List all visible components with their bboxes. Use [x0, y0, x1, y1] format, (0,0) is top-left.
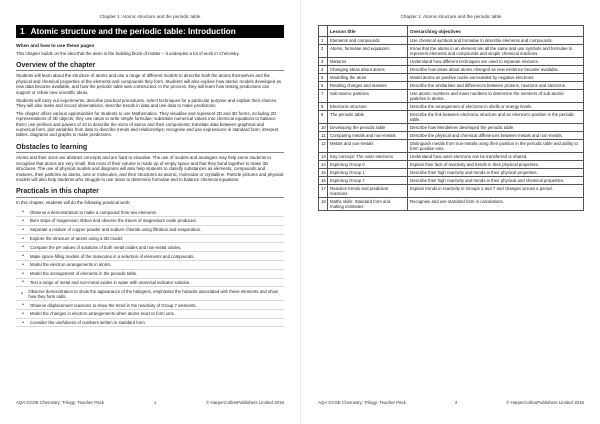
- table-row: [319, 132, 584, 140]
- practical-item: [16, 319, 284, 328]
- lesson-number: 15: [319, 169, 328, 177]
- practical-item: [16, 310, 284, 319]
- lesson-number: 10: [319, 124, 328, 132]
- table-row: [319, 58, 584, 66]
- lesson-title: Reaction trends and prediction reactions: [328, 185, 408, 198]
- table-row: [319, 185, 584, 198]
- when-text: This chapter builds on the idea that the atom is the building block of matter – it underpins a lot of work in Chemistry.: [16, 50, 240, 56]
- right-page: [300, 0, 600, 424]
- lesson-objective: Know that the atoms in an element are all the same and use symbols and formulae to represent elements and compounds and simple chemical reactions.: [408, 45, 584, 58]
- bullet-icon: •: [22, 235, 24, 242]
- table-row: [319, 82, 584, 90]
- practical-text: Explore the structure of atoms using a 3D model.: [30, 236, 124, 242]
- bullet-icon: •: [22, 209, 24, 216]
- lesson-objective: Describe their high reactivity and trends in their physical and chemical properties.: [408, 177, 584, 185]
- lesson-objective: Describe the similarities and differences between protons, neutrons and electrons.: [408, 82, 584, 90]
- obstacles-text: Atoms and their sizes are abstract concepts and are hard to visualise. The use of models and analogies may help some students to recognise that atoms are very small, that most of their volume is made up of empty space and that they bond together to make 3D structures. The use of physical models and diagrams will also help students to classify substances as elements, compounds and mixtures, their particles as atoms, ions or molecules, and their structures as atomic, molecular or crystalline. Particle pictures and physical models will also help students who struggle to use ratios to determine formulae and to balance chemical equations.: [16, 155, 284, 182]
- lesson-objective: Describe the link between electronic structure and an element's position in the periodic table.: [408, 111, 584, 124]
- lesson-title: Metals and non-metals: [328, 140, 408, 153]
- practical-item: [16, 217, 284, 226]
- header-number: [319, 26, 328, 37]
- bullet-icon: •: [22, 302, 24, 309]
- table-row: [319, 177, 584, 185]
- practical-item: [16, 243, 284, 252]
- table-row: [319, 111, 584, 124]
- table-row: [319, 124, 584, 132]
- overview-paragraph: The chapter offers various opportunities for students to use Mathematics. They visualise and represent 2D and 3D forms, including 2D representations of 3D objects; they use ratios to write simple formulae; substitute numerical values into chemical equations to balance them; use prefixes and powers of 10 to describe the sizes of atoms and their components; translate data between graphical and numerical form, plot variables from data to describe trends and relationships; recognise and use expressions in standard form; interpret tables, diagrams and graphs to make predictions.: [16, 110, 279, 138]
- footer-page-number: 2: [454, 400, 458, 405]
- chapter-title: Atomic structure and the periodic table: Introduction: [30, 27, 236, 36]
- header-lesson-title: Lesson title: [328, 26, 408, 37]
- lesson-objective: Use atomic numbers and mass numbers to determine the numbers of sub-atomic particles in atoms.: [408, 90, 584, 103]
- table-row: [319, 37, 584, 45]
- lesson-number: 1: [319, 37, 328, 45]
- lesson-number: 13: [319, 153, 328, 161]
- footer-publication: AQA GCSE Chemistry: Trilogy: Teacher Pack: [16, 400, 105, 405]
- overview-title: Overview of the chapter: [16, 62, 284, 72]
- bullet-icon: •: [22, 226, 24, 233]
- lesson-number: 18: [319, 198, 328, 211]
- footer-publication: AQA GCSE Chemistry: Trilogy: Teacher Pack: [318, 400, 407, 405]
- lesson-objective: Describe how ideas about atoms changed as new evidence became available.: [408, 66, 584, 74]
- practical-text: Compare the pH values of solutions of both metal oxides and non-metal oxides.: [30, 244, 182, 250]
- bullet-icon: •: [22, 270, 24, 277]
- running-head: Chapter 1: Atomic structure and the periodic table: [400, 14, 502, 19]
- table-row: [319, 45, 584, 58]
- lesson-objective: Explain their lack of reactivity and trends in their physical properties.: [408, 161, 584, 169]
- lesson-title: Relating charges and masses: [328, 82, 408, 90]
- table-row: [319, 169, 584, 177]
- bullet-icon: •: [22, 319, 24, 326]
- lesson-objective: Distinguish metals from non-metals using their position in the periodic table and ability to form positive ions.: [408, 140, 584, 153]
- lesson-number: 4: [319, 66, 328, 74]
- lesson-number: 3: [319, 58, 328, 66]
- lesson-objective: Use chemical symbols and formulae to describe elements and compounds.: [408, 37, 584, 45]
- table-row: [319, 90, 584, 103]
- practical-item: [16, 208, 284, 217]
- header-objectives: Overarching objectives: [408, 26, 584, 37]
- footer-copyright: © HarperCollinsPublishers Limited 2016: [206, 400, 284, 405]
- lesson-objective: Describe the physical and chemical differences between metals and non-metals.: [408, 132, 584, 140]
- practical-text: Observe a demonstration to make a compound from two elements.: [30, 209, 158, 215]
- bullet-icon: •: [22, 261, 24, 268]
- practical-text: Observe displacement reactions to show the trend in the reactivity of Group 7 elements.: [30, 302, 197, 308]
- table-row: [319, 74, 584, 82]
- lesson-objective: Describe how Mendeleev developed the periodic table.: [408, 124, 584, 132]
- lesson-objective: Understand how different techniques are used to separate mixtures.: [408, 58, 584, 66]
- footer-copyright: © HarperCollinsPublishers Limited 2016: [506, 400, 584, 405]
- lesson-number: 12: [319, 140, 328, 153]
- bullet-icon: •: [22, 217, 24, 224]
- practical-text: Make space-filling models of the molecules in a selection of elements and compounds.: [30, 253, 195, 259]
- table-row: [319, 103, 584, 111]
- table-row: [319, 140, 584, 153]
- lesson-title: Exploring Group 0: [328, 161, 408, 169]
- table-row: [319, 198, 584, 211]
- when-heading: When and how to use these pages: [16, 44, 95, 49]
- overview-paragraph: Students will carry out experiments, describe practical procedures, select techniques for a particular purpose and explain their choices. They will also make and record observations, describe trends in data and use data to make predictions.: [16, 97, 278, 108]
- bullet-icon: •: [22, 279, 24, 286]
- obstacles-title: Obstacles to learning: [16, 144, 284, 154]
- lesson-title: Maths skills: Standard form and making estimates: [328, 198, 408, 211]
- practical-item: [16, 301, 284, 310]
- page-footer: [318, 400, 584, 405]
- table-row: [319, 161, 584, 169]
- lesson-title: The periodic table: [328, 111, 408, 124]
- lesson-title: Key concept: The outer electrons: [328, 153, 408, 161]
- practicals-intro: In this chapter, students will do the following practical work:: [16, 199, 131, 205]
- practical-item: [16, 261, 284, 270]
- practical-text: Burn strips of magnesium ribbon and observe the traces of magnesium oxide produced.: [30, 218, 197, 224]
- lesson-number: 8: [319, 103, 328, 111]
- practical-text: Model the changes in electron arrangements when atoms react to form ions.: [30, 311, 175, 317]
- footer-page-number: 1: [153, 400, 157, 405]
- bullet-icon: •: [22, 244, 24, 251]
- lesson-number: 7: [319, 90, 328, 103]
- lesson-title: Elements and compounds: [328, 37, 408, 45]
- lesson-title: Mixtures: [328, 58, 408, 66]
- lessons-table: [318, 25, 584, 211]
- practical-item: [16, 287, 284, 301]
- bullet-icon: •: [22, 310, 24, 317]
- lesson-objective: Describe their high reactivity and trends in their physical properties.: [408, 169, 584, 177]
- lesson-number: 5: [319, 74, 328, 82]
- chapter-title-bar: [16, 25, 284, 38]
- lesson-number: 14: [319, 161, 328, 169]
- lesson-title: Electronic structure: [328, 103, 408, 111]
- practical-item: [16, 226, 284, 235]
- lesson-number: 11: [319, 132, 328, 140]
- practical-text: Separate a mixture of copper powder and sodium chloride using filtration and evaporation.: [30, 227, 202, 233]
- lesson-objective: Recognise and use standard form in calculations.: [408, 198, 584, 211]
- practical-item: [16, 270, 284, 279]
- lesson-objective: Explain trends in reactivity in Groups 1 and 7 and changes across a period.: [408, 185, 584, 198]
- practical-item: [16, 235, 284, 244]
- practical-text: Observe demonstration to show the appearance of the halogens, emphasise the hazards associated with these elements and show how they form salts.: [28, 288, 278, 299]
- bullet-icon: •: [21, 290, 24, 297]
- chapter-number: 1: [20, 27, 25, 36]
- lesson-number: 2: [319, 45, 328, 58]
- practical-text: Model the arrangement of elements in the periodic table.: [30, 271, 138, 277]
- page-footer: [16, 400, 284, 405]
- lesson-title: Comparing metals and non-metals: [328, 132, 408, 140]
- bullet-icon: •: [22, 253, 24, 260]
- lesson-objective: Describe the arrangement of electrons in shells or energy levels.: [408, 103, 584, 111]
- practical-text: Test a range of metal and non-metal oxides in water with universal indicator solution.: [30, 279, 191, 285]
- practical-text: Model the electron arrangements in atoms.: [30, 262, 112, 268]
- practical-item: [16, 252, 284, 261]
- practicals-list: [16, 208, 284, 327]
- practical-item: [16, 279, 284, 288]
- lesson-title: Atoms, formulae and equations: [328, 45, 408, 58]
- overview-paragraph: Students will learn about the structure of atoms and use a range of different models to describe both the atoms themselves and the physical and chemical properties of the elements and compounds they form. Students will also explore how atomic models developed as new data became available, and how the periodic table was constructed. In the process, they will learn how testing predictions can support or refute new scientific ideas.: [16, 73, 282, 95]
- lesson-number: 9: [319, 111, 328, 124]
- table-row: [319, 153, 584, 161]
- lesson-objective: Model atoms as positive nuclei surrounded by negative electrons.: [408, 74, 584, 82]
- table-row: [319, 66, 584, 74]
- lesson-number: 17: [319, 185, 328, 198]
- lesson-title: Developing the periodic table: [328, 124, 408, 132]
- lesson-number: 6: [319, 82, 328, 90]
- practicals-title: Practicals in this chapter: [16, 188, 284, 198]
- lesson-objective: Understand how outer electrons can be transferred or shared.: [408, 153, 584, 161]
- table-header-row: [319, 26, 584, 37]
- lesson-title: Exploring Group 7: [328, 177, 408, 185]
- lesson-title: Sub-atomic particles: [328, 90, 408, 103]
- lesson-title: Exploring Group 1: [328, 169, 408, 177]
- lesson-title: Changing ideas about atoms: [328, 66, 408, 74]
- lesson-number: 16: [319, 177, 328, 185]
- running-head: Chapter 1: Atomic structure and the periodic table: [99, 14, 201, 19]
- practical-text: Consider the usefulness of numbers written in standard form.: [30, 320, 147, 326]
- lesson-title: Modelling the atom: [328, 74, 408, 82]
